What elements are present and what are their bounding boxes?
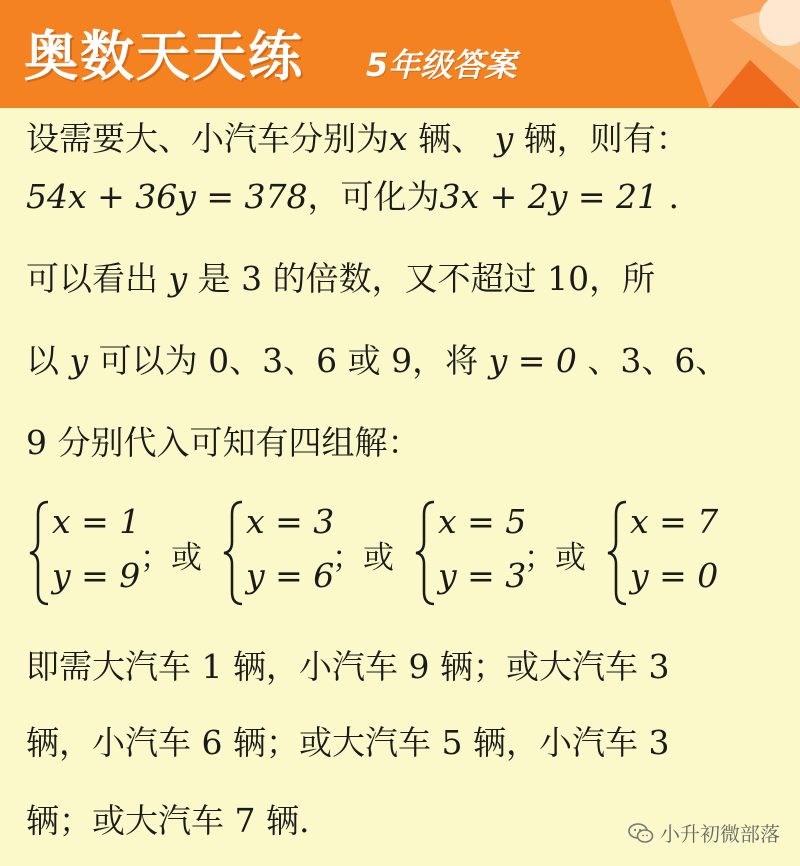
var-y: y: [494, 119, 514, 158]
text: .: [668, 177, 679, 216]
system-equation-y: y = 0: [630, 556, 719, 595]
conclusion-line-2: 辆，小汽车 6 辆；或大汽车 5 辆，小汽车 3: [26, 723, 670, 762]
solution-line-3: [26, 252, 655, 306]
equation-system-2: [222, 498, 342, 608]
text: 是 3 的倍数，又不超过 10，所: [197, 259, 656, 298]
equation-simplified: 3x + 2y = 21: [439, 177, 658, 216]
watermark: [628, 818, 780, 847]
system-equation-x: x = 7: [630, 502, 719, 541]
solution-line-4: [26, 334, 728, 388]
brace-icon: [606, 498, 628, 608]
text: 以: [26, 341, 59, 380]
solution-line-1: [26, 112, 689, 166]
separator-or: ；或: [524, 540, 586, 576]
system-equation-x: x = 3: [246, 502, 335, 541]
brace-icon: [28, 498, 50, 608]
text: ，可化为: [307, 177, 440, 216]
conclusion-line-1: 即需大汽车 1 辆，小汽车 9 辆；或大汽车 3: [26, 647, 670, 686]
equation-system-4: [606, 498, 726, 608]
header-subtitle: 5年级答案: [366, 46, 517, 84]
system-equation-x: x = 1: [52, 502, 141, 541]
conclusion-line-3: 辆；或大汽车 7 辆.: [26, 801, 310, 840]
header-title: 奥数天天练: [24, 25, 304, 88]
solution-line-5: [26, 416, 421, 470]
text: 可以为 0、3、6 或 9，将: [98, 341, 479, 380]
var-x: x: [389, 119, 408, 158]
text: 9 分别代入可知有四组解：: [26, 423, 421, 462]
text: 可以看出: [26, 259, 158, 298]
brace-icon: [414, 498, 436, 608]
system-equation-y: y = 6: [246, 556, 335, 595]
var-y: y: [168, 259, 188, 298]
system-equation-y: y = 3: [438, 556, 527, 595]
var-y: y: [69, 341, 89, 380]
header-banner: [0, 0, 800, 108]
wechat-icon: [628, 822, 654, 844]
text: 设需要大、小汽车分别为: [26, 119, 389, 158]
text: 辆、: [418, 119, 485, 158]
text: 辆，则有：: [523, 119, 689, 158]
separator-or: ；或: [140, 540, 202, 576]
brace-icon: [222, 498, 244, 608]
solution-line-2: [26, 170, 679, 224]
system-equation-x: x = 5: [438, 502, 527, 541]
equation-system-1: [28, 498, 148, 608]
system-equation-y: y = 9: [52, 556, 141, 595]
text: 、3、6、: [587, 341, 729, 380]
decorative-shape: [560, 0, 800, 108]
equation-system-3: [414, 498, 534, 608]
equation-original: 54x + 36y = 378: [26, 177, 308, 216]
separator-or: ；或: [332, 540, 394, 576]
equation: y = 0: [488, 341, 577, 380]
watermark-text: 小升初微部落: [660, 822, 780, 846]
